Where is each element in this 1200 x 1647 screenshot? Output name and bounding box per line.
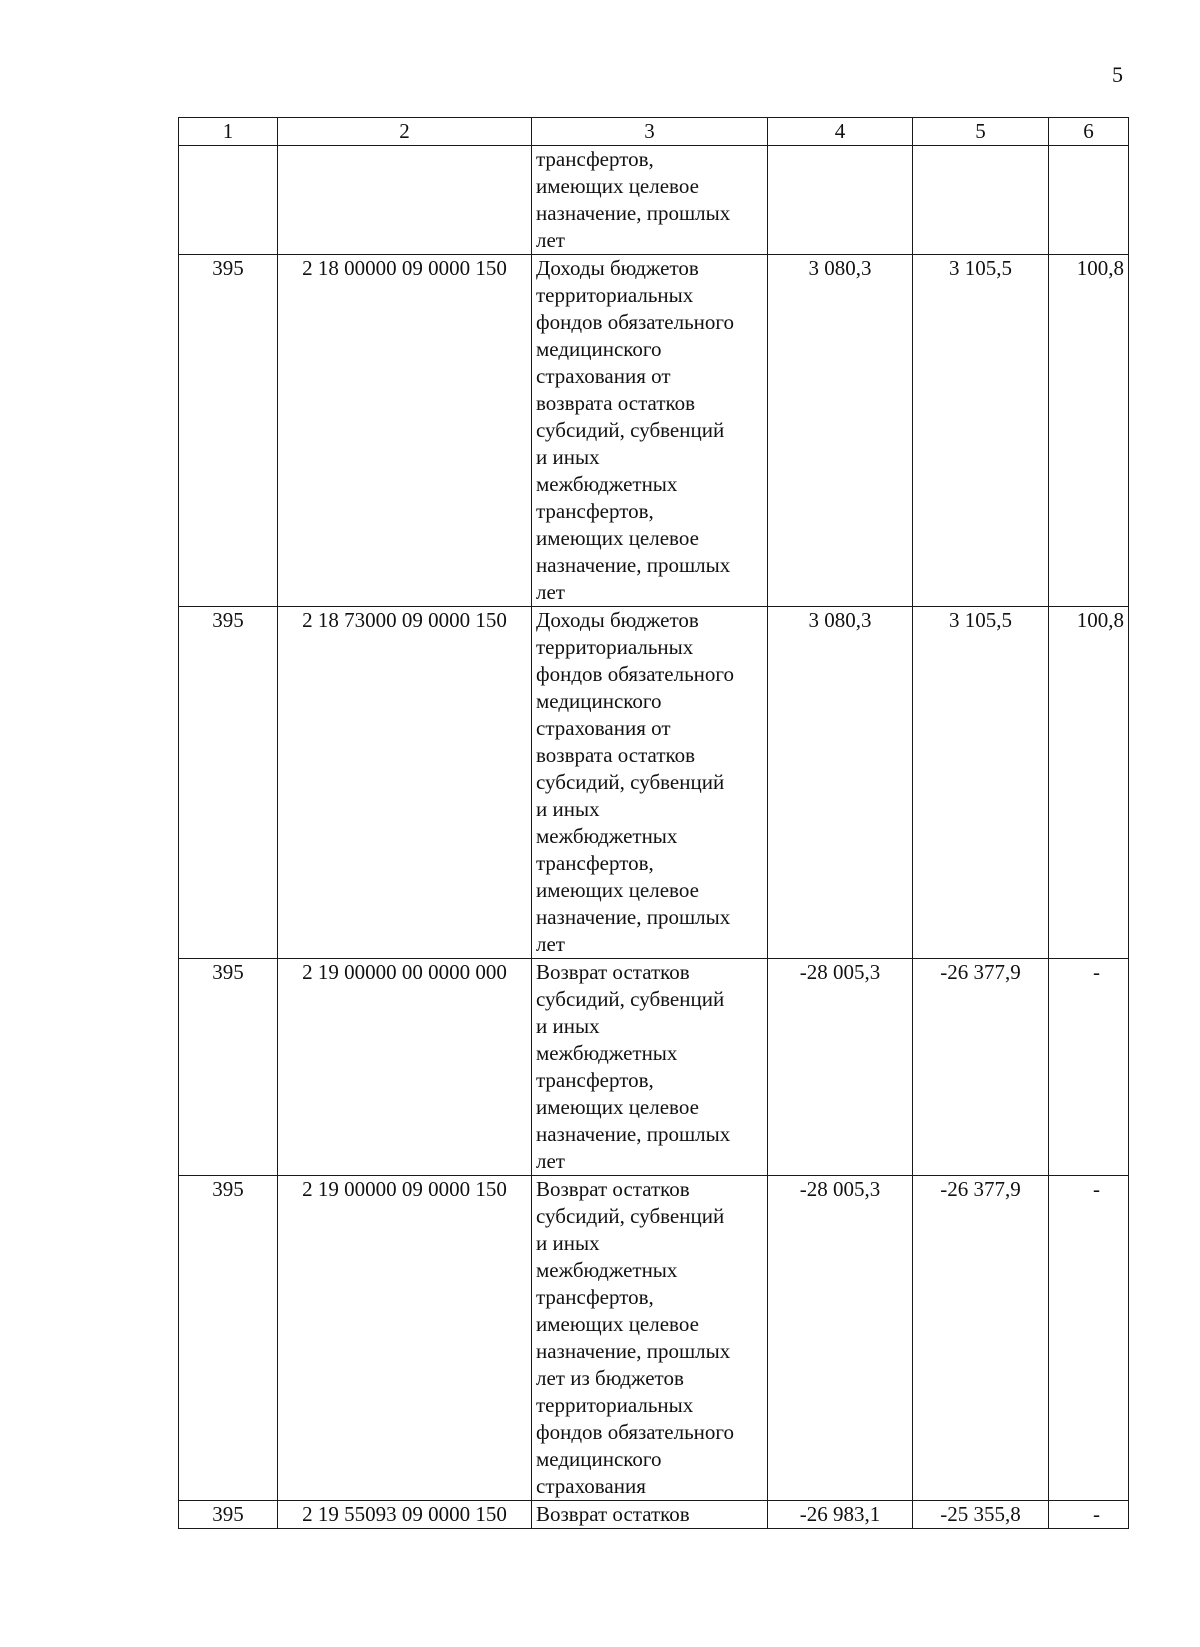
budget-code-cell (278, 146, 532, 255)
admin-code-cell: 395 (179, 959, 278, 1176)
percent-cell: 100,8 (1049, 607, 1129, 959)
name-text: Возврат остатков субсидий, субвенций и иных межбюджетных трансфертов, имеющих целевое назначение, прошлых лет (536, 960, 731, 1173)
admin-code-cell: 395 (179, 1501, 278, 1529)
admin-code-cell: 395 (179, 1176, 278, 1501)
plan-cell: -28 005,3 (768, 959, 913, 1176)
budget-code-cell: 2 18 73000 09 0000 150 (278, 607, 532, 959)
percent-cell (1049, 146, 1129, 255)
header-col-1: 1 (179, 118, 278, 146)
name-text: Доходы бюджетов территориальных фондов обязательного медицинского страхования от возврата остатков субсидий, субвенций и иных межбюджетных трансфертов, имеющих целевое назначение, прошлых лет (536, 608, 734, 956)
table-row (179, 959, 1129, 1176)
header-col-6: 6 (1049, 118, 1129, 146)
plan-cell: -28 005,3 (768, 1176, 913, 1501)
name-cell (532, 1501, 768, 1529)
table-row (179, 146, 1129, 255)
table-row (179, 255, 1129, 607)
admin-code-cell: 395 (179, 607, 278, 959)
name-text: Возврат остатков (536, 1502, 690, 1526)
header-col-5: 5 (913, 118, 1049, 146)
budget-code-cell: 2 19 55093 09 0000 150 (278, 1501, 532, 1529)
plan-cell: 3 080,3 (768, 607, 913, 959)
page-number: 5 (1112, 62, 1123, 87)
fact-cell: -25 355,8 (913, 1501, 1049, 1529)
budget-code-cell: 2 19 00000 09 0000 150 (278, 1176, 532, 1501)
fact-cell: -26 377,9 (913, 959, 1049, 1176)
fact-cell: -26 377,9 (913, 1176, 1049, 1501)
name-cell (532, 607, 768, 959)
fact-cell: 3 105,5 (913, 607, 1049, 959)
table-row (179, 1501, 1129, 1529)
name-text: трансфертов, имеющих целевое назначение, прошлых лет (536, 147, 731, 252)
plan-cell: 3 080,3 (768, 255, 913, 607)
plan-cell (768, 146, 913, 255)
budget-table (178, 117, 1129, 1529)
percent-cell: - (1049, 1176, 1129, 1501)
name-cell (532, 255, 768, 607)
fact-cell: 3 105,5 (913, 255, 1049, 607)
name-text: Возврат остатков субсидий, субвенций и иных межбюджетных трансфертов, имеющих целевое назначение, прошлых лет из бюджетов территориальных фондов обязательного медицинского страхования (536, 1177, 734, 1498)
fact-cell (913, 146, 1049, 255)
percent-cell: - (1049, 1501, 1129, 1529)
header-col-4: 4 (768, 118, 913, 146)
name-text: Доходы бюджетов территориальных фондов обязательного медицинского страхования от возврата остатков субсидий, субвенций и иных межбюджетных трансфертов, имеющих целевое назначение, прошлых лет (536, 256, 734, 604)
admin-code-cell (179, 146, 278, 255)
name-cell (532, 959, 768, 1176)
budget-code-cell: 2 18 00000 09 0000 150 (278, 255, 532, 607)
table-row (179, 1176, 1129, 1501)
percent-cell: - (1049, 959, 1129, 1176)
name-cell (532, 1176, 768, 1501)
admin-code-cell: 395 (179, 255, 278, 607)
percent-cell: 100,8 (1049, 255, 1129, 607)
header-col-3: 3 (532, 118, 768, 146)
name-cell (532, 146, 768, 255)
table-row (179, 607, 1129, 959)
header-col-2: 2 (278, 118, 532, 146)
table-header-row (179, 118, 1129, 146)
plan-cell: -26 983,1 (768, 1501, 913, 1529)
budget-code-cell: 2 19 00000 00 0000 000 (278, 959, 532, 1176)
